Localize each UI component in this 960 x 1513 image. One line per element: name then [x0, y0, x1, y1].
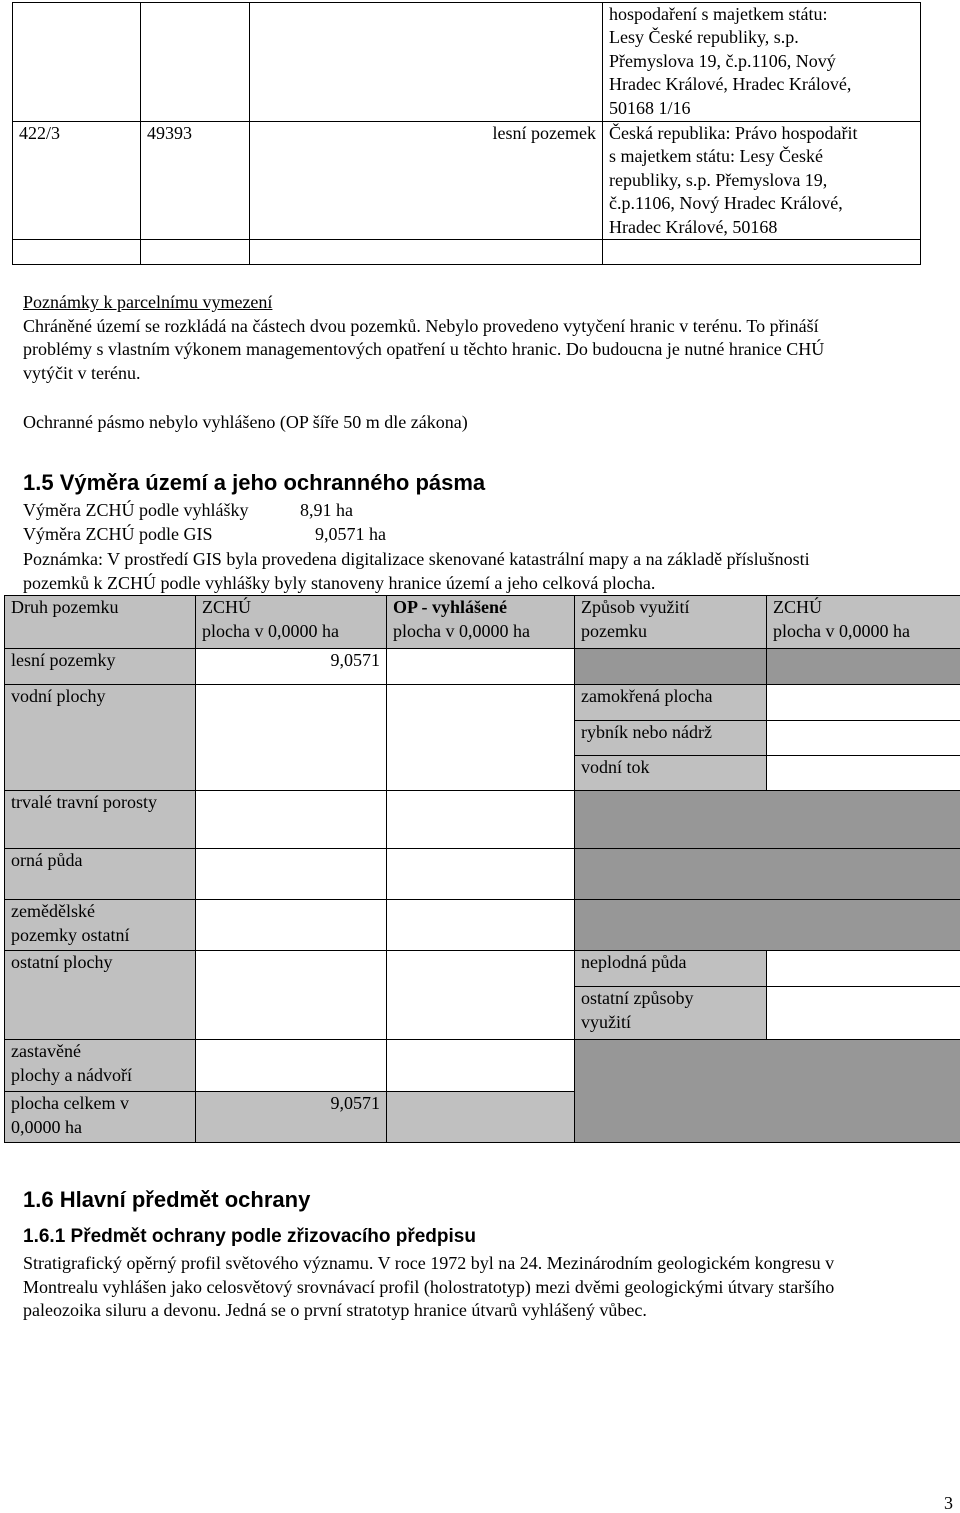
section-1-6-heading: 1.6 Hlavní předmět ochrany — [23, 1187, 311, 1212]
row-ostatni-op — [387, 951, 575, 1040]
row-neplodna-value — [767, 951, 960, 987]
row-celkem-text-2: 0,0000 ha — [11, 1116, 82, 1137]
row-tok-value — [767, 756, 960, 791]
notes-line: Chráněné území se rozkládá na částech dvou pozemků. Nebylo provedeno vytyčení hranic v terénu. To přináší — [23, 315, 819, 336]
area-note-line: pozemků k ZCHÚ podle vyhlášky byly stanoveny hranice území a jeho celková plocha. — [23, 572, 656, 593]
header-op — [387, 596, 575, 649]
parcel-land-type — [250, 122, 603, 240]
row-zamokrena-value — [767, 685, 960, 721]
parcel-number-text: 422/3 — [19, 123, 61, 143]
parcel-cell-empty — [13, 3, 141, 122]
row-vodni-text: vodní plochy — [11, 686, 106, 706]
row-celkem-text: plocha celkem v — [11, 1093, 129, 1113]
row-ostatni-zchu — [196, 951, 387, 1040]
row-zemedelske-zpusob — [575, 900, 960, 951]
paragraph-line: Montrealu vyhlášen jako celosvětový srovnávací profil (holostratotyp) mezi dvěmi geologickými útvary staršího — [23, 1276, 835, 1297]
parcel-cell-empty — [250, 3, 603, 122]
parcel-cell-empty — [13, 240, 141, 265]
row-rybnik-label — [575, 721, 767, 756]
header-zchu — [196, 596, 387, 649]
parcel-cell-empty — [603, 240, 921, 265]
row-lesni-zchu — [196, 649, 387, 685]
parcel-table — [12, 2, 921, 265]
parcel-number — [13, 122, 141, 240]
row-neplodna-text: neplodná půda — [581, 952, 687, 972]
land-type-table — [4, 595, 960, 1143]
parcel-lv-text: 49393 — [147, 123, 192, 143]
row-lesni-zpusob — [575, 649, 767, 685]
header-op-text: OP - vyhlášené — [393, 597, 508, 617]
notes-line: vytýčit v terénu. — [23, 362, 141, 383]
header-zpusob-text: Způsob využití — [581, 597, 690, 617]
row-zastavene-text: zastavěné — [11, 1041, 81, 1061]
row-ostatni-zpusoby-value — [767, 987, 960, 1040]
area-decree-value: 8,91 ha — [300, 500, 353, 520]
row-orna-label — [5, 849, 196, 900]
row-lesni-zchu-2 — [767, 649, 960, 685]
header-zpusob-text-2: pozemku — [581, 620, 647, 641]
row-travni-zchu — [196, 791, 387, 849]
header-op-sub: plocha v 0,0000 ha — [393, 620, 530, 641]
buffer-zone-note: Ochranné pásmo nebylo vyhlášeno (OP šíře 50 m dle zákona) — [23, 412, 468, 432]
parcel-land-type-text: lesní pozemek — [492, 123, 596, 143]
header-zchu-2-text: ZCHÚ — [773, 597, 822, 617]
page-number: 3 — [944, 1493, 953, 1513]
notes-block — [23, 291, 953, 385]
owner-line: Přemyslova 19, č.p.1106, Nový — [609, 50, 836, 71]
section-1-6-text — [23, 1252, 958, 1323]
parcel-lv — [141, 122, 250, 240]
row-zastavene-text-2: plochy a nádvoří — [11, 1064, 132, 1085]
header-druh-text: Druh pozemku — [11, 597, 119, 617]
row-travni-text: trvalé travní porosty — [11, 792, 157, 812]
owner-line: s majetkem státu: Lesy České — [609, 146, 823, 167]
owner-line: 50168 1/16 — [609, 97, 691, 118]
row-zastavene-label — [5, 1040, 196, 1092]
header-zchu-2-sub: plocha v 0,0000 ha — [773, 620, 910, 641]
area-gis-value: 9,0571 ha — [315, 523, 386, 544]
row-ostatni-zpusoby-label — [575, 987, 767, 1040]
parcel-cell-empty — [141, 240, 250, 265]
parcel-cell-empty — [250, 240, 603, 265]
row-rybnik-value — [767, 721, 960, 756]
row-zemedelske-zchu — [196, 900, 387, 951]
row-travni-label — [5, 791, 196, 849]
row-zastavene-zpusob — [575, 1040, 960, 1143]
area-block — [23, 499, 953, 595]
row-vodni-zchu — [196, 685, 387, 791]
row-lesni-value: 9,0571 — [330, 650, 380, 670]
parcel-cell-empty — [141, 3, 250, 122]
row-orna-zpusob — [575, 849, 960, 900]
row-lesni-label — [5, 649, 196, 685]
row-neplodna-label — [575, 951, 767, 987]
header-zchu-2 — [767, 596, 960, 649]
owner-line: hospodaření s majetkem státu: — [609, 4, 828, 24]
parcel-owner-cell — [603, 122, 921, 240]
row-tok-text: vodní tok — [581, 757, 650, 777]
owner-line: Hradec Králové, 50168 — [609, 216, 778, 237]
row-zemedelske-label — [5, 900, 196, 951]
header-druh — [5, 596, 196, 649]
row-orna-op — [387, 849, 575, 900]
notes-heading: Poznámky k parcelnímu vymezení — [23, 292, 273, 312]
row-vodni-label — [5, 685, 196, 791]
parcel-owner-cell — [603, 3, 921, 122]
row-rybnik-text: rybník nebo nádrž — [581, 722, 712, 742]
owner-line: republiky, s.p. Přemyslova 19, — [609, 169, 828, 190]
area-gis-label: Výměra ZCHÚ podle GIS — [23, 523, 213, 544]
header-zchu-sub: plocha v 0,0000 ha — [202, 620, 339, 641]
row-zastavene-op — [387, 1040, 575, 1092]
row-celkem-value: 9,0571 — [330, 1093, 380, 1113]
owner-line: Lesy České republiky, s.p. — [609, 27, 799, 48]
header-zchu-text: ZCHÚ — [202, 597, 251, 617]
owner-line: Hradec Králové, Hradec Králové, — [609, 74, 852, 95]
row-travni-zpusob — [575, 791, 960, 849]
row-lesni-text: lesní pozemky — [11, 650, 116, 670]
row-orna-zchu — [196, 849, 387, 900]
row-celkem-label — [5, 1092, 196, 1143]
row-zemedelske-op — [387, 900, 575, 951]
row-vodni-op — [387, 685, 575, 791]
row-celkem-zchu — [196, 1092, 387, 1143]
row-ostatni-text: ostatní plochy — [11, 952, 113, 972]
section-1-5-heading: 1.5 Výměra území a jeho ochranného pásma — [23, 470, 486, 495]
row-ostatni-label — [5, 951, 196, 1040]
paragraph-line: Stratigrafický opěrný profil světového významu. V roce 1972 byl na 24. Mezinárodním geologickém kongresu v — [23, 1253, 835, 1273]
row-zamokrena-text: zamokřená plocha — [581, 686, 713, 706]
section-1-6-1-heading: 1.6.1 Předmět ochrany podle zřizovacího předpisu — [23, 1226, 476, 1247]
row-ostatni-zpusoby-text: ostatní způsoby — [581, 988, 694, 1008]
owner-line: č.p.1106, Nový Hradec Králové, — [609, 193, 843, 214]
row-tok-label — [575, 756, 767, 791]
notes-line: problémy s vlastním výkonem managementových opatření u těchto hranic. Do budoucna je nutné hranice CHÚ — [23, 339, 825, 359]
row-zamokrena-label — [575, 685, 767, 721]
row-ostatni-zpusoby-text-2: využití — [581, 1011, 631, 1032]
row-zastavene-zchu — [196, 1040, 387, 1092]
row-zemedelske-text: zemědělské — [11, 901, 95, 921]
area-decree-label: Výměra ZCHÚ podle vyhlášky — [23, 500, 249, 520]
area-note-line: Poznámka: V prostředí GIS byla provedena digitalizace skenované katastrální mapy a na základě příslušnosti — [23, 549, 810, 569]
row-lesni-op — [387, 649, 575, 685]
paragraph-line: paleozoika siluru a devonu. Jedná se o první stratotyp hranice útvarů vyhlášený vůbec. — [23, 1300, 647, 1320]
row-orna-text: orná půda — [11, 850, 83, 870]
row-travni-op — [387, 791, 575, 849]
row-celkem-op — [387, 1092, 575, 1143]
row-zemedelske-text-2: pozemky ostatní — [11, 924, 130, 945]
owner-line: Česká republika: Právo hospodařit — [609, 123, 858, 143]
header-zpusob — [575, 596, 767, 649]
